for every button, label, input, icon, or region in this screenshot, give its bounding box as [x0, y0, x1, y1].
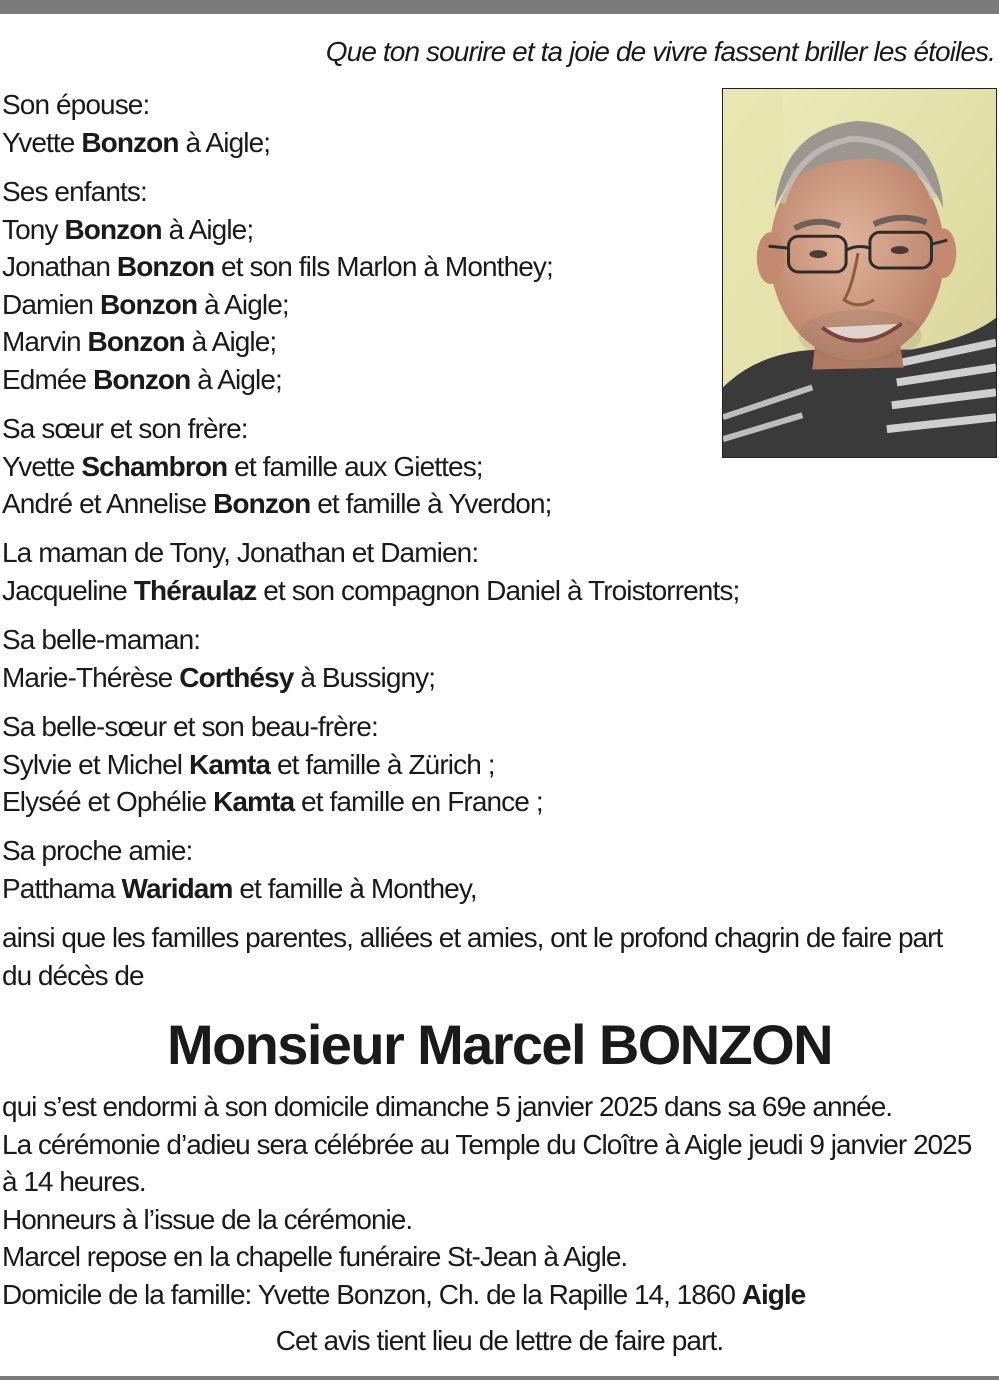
bottom-divider — [0, 1376, 999, 1380]
family-member-line: Yvette Bonzon à Aigle; — [2, 126, 271, 158]
family-member-line: Edmée Bonzon à Aigle; — [2, 363, 282, 395]
ceremony-details — [2, 1088, 971, 1313]
ceremony-line: à 14 heures. — [2, 1166, 146, 1197]
section-heading: Sa belle-sœur et son beau-frère: — [2, 711, 378, 742]
rest-place-line: Marcel repose en la chapelle funéraire St-Jean à Aigle. — [2, 1241, 628, 1272]
portrait-photo — [722, 88, 997, 458]
close-friend-section — [2, 832, 477, 907]
section-heading: Sa sœur et son frère: — [2, 413, 248, 444]
section-heading: Son épouse: — [2, 89, 150, 120]
siblings-section — [2, 410, 552, 523]
family-member-line: André et Annelise Bonzon et famille à Yverdon; — [2, 488, 552, 519]
section-heading: Ses enfants: — [2, 176, 147, 207]
family-member-line: Patthama Waridam et famille à Monthey, — [2, 872, 477, 904]
passing-line: qui s’est endormi à son domicile dimanche 5 janvier 2025 dans sa 69e année. — [2, 1091, 893, 1122]
children-section — [2, 173, 553, 398]
announcement-line: du décès de — [2, 959, 144, 991]
top-divider — [0, 0, 999, 14]
closing-note: Cet avis tient lieu de lettre de faire part. — [275, 1325, 724, 1356]
announcement-text — [2, 919, 942, 994]
family-member-line: Tony Bonzon à Aigle; — [2, 213, 254, 245]
family-member-line: Marvin Bonzon à Aigle; — [2, 326, 277, 357]
mother-in-law-section — [2, 621, 435, 696]
honors-line: Honneurs à l’issue de la cérémonie. — [2, 1203, 413, 1235]
portrait-image — [723, 89, 996, 457]
section-heading: Sa belle-maman: — [2, 624, 201, 655]
family-member-line: Marie-Thérèse Corthésy à Bussigny; — [2, 661, 436, 693]
family-member-line: Jacqueline Théraulaz et son compagnon Daniel à Troistorrents; — [2, 574, 740, 606]
section-heading: La maman de Tony, Jonathan et Damien: — [2, 537, 479, 568]
deceased-name-heading: Monsieur Marcel BONZON — [167, 1013, 832, 1076]
section-heading: Sa proche amie: — [2, 835, 193, 866]
epigraph-quote: Que ton sourire et ta joie de vivre fassent briller les étoiles. — [325, 36, 995, 67]
in-laws-section — [2, 708, 543, 821]
spouse-section — [2, 86, 270, 161]
domicile-line: Domicile de la famille: Yvette Bonzon, Ch. de la Rapille 14, 1860 Aigle — [2, 1278, 806, 1310]
family-member-line: Damien Bonzon à Aigle; — [2, 288, 289, 320]
mother-of-children-section — [2, 534, 739, 609]
family-member-line: Sylvie et Michel Kamta et famille à Zürich ; — [2, 748, 495, 780]
family-member-line: Elyséé et Ophélie Kamta et famille en France ; — [2, 786, 543, 817]
family-member-line: Yvette Schambron et famille aux Giettes; — [2, 450, 483, 482]
family-member-line: Jonathan Bonzon et son fils Marlon à Monthey; — [2, 251, 553, 282]
ceremony-line: La cérémonie d’adieu sera célébrée au Temple du Cloître à Aigle jeudi 9 janvier 2025 — [2, 1128, 972, 1160]
announcement-line: ainsi que les familles parentes, alliées et amies, ont le profond chagrin de faire part — [2, 922, 943, 953]
